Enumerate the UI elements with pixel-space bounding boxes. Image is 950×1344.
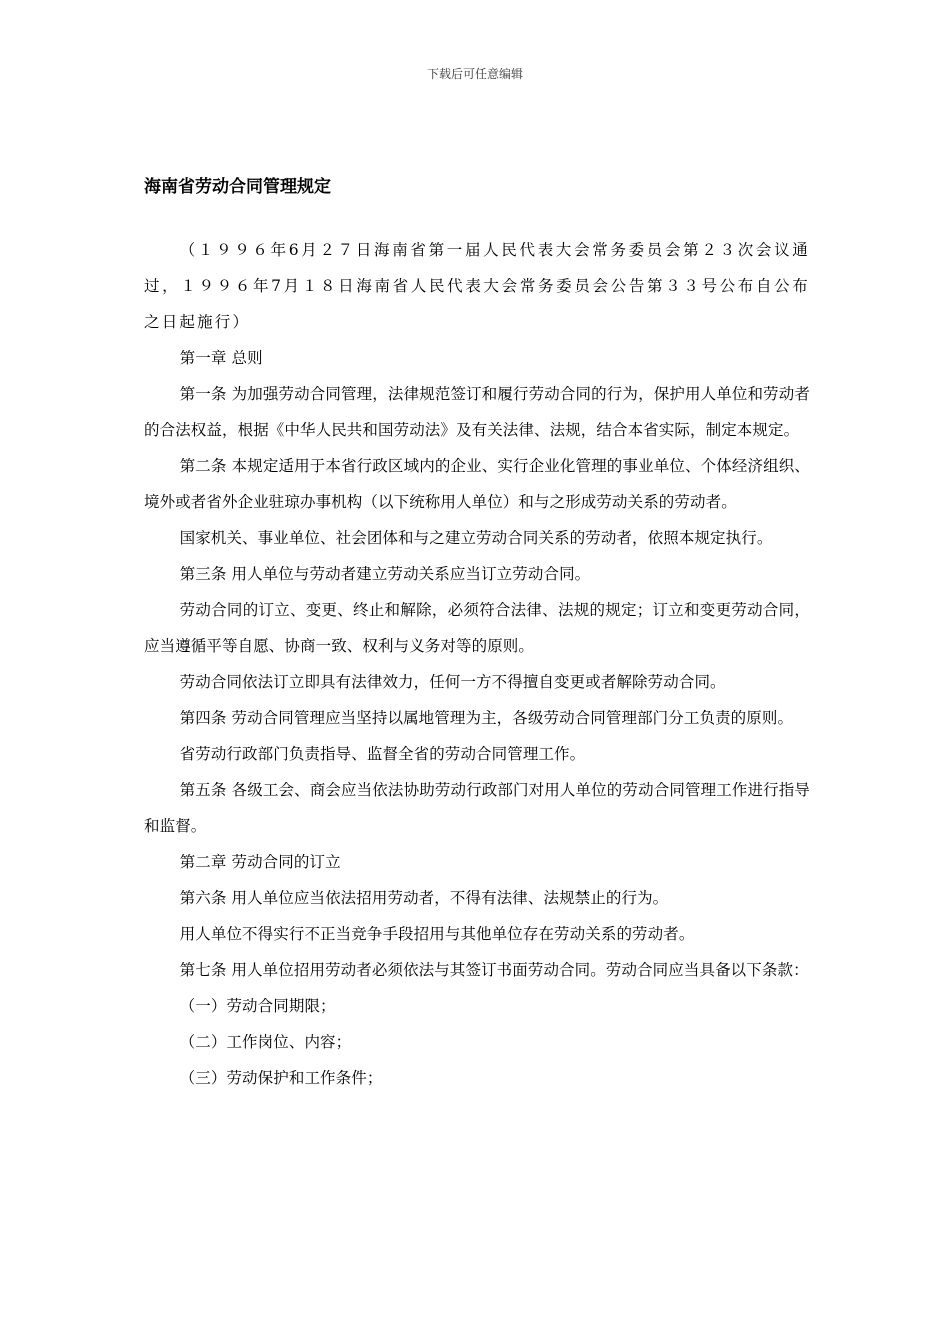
article-3-paragraph-2: 劳动合同的订立、变更、终止和解除，必须符合法律、法规的规定；订立和变更劳动合同，应当遵循平等自愿、协商一致、权利与义务对等的原则。 (144, 601, 810, 655)
article-7-item-1: （一）劳动合同期限； (179, 997, 336, 1015)
article-4-paragraph-2: 省劳动行政部门负责指导、监督全省的劳动合同管理工作。 (179, 745, 586, 763)
chapter-heading-1: 第一章 总则 (179, 349, 263, 367)
document-title: 海南省劳动合同管理规定 (144, 177, 331, 197)
article-7-item-3: （三）劳动保护和工作条件； (179, 1069, 383, 1087)
chapter-heading-2: 第二章 劳动合同的订立 (179, 853, 341, 871)
article-4: 第四条 劳动合同管理应当坚持以属地管理为主，各级劳动合同管理部门分工负责的原则。 (179, 709, 794, 727)
article-3: 第三条 用人单位与劳动者建立劳动关系应当订立劳动合同。 (179, 565, 591, 583)
preamble-paragraph: （１９９６年6月２７日海南省第一届人民代表大会常务委员会第２３次会议通过，１９９６年7月１８日海南省人民代表大会常务委员会公告第３３号公布自公布之日起施行） (144, 241, 810, 331)
page-header: 下载后可任意编辑 (426, 67, 523, 81)
article-1: 第一条 为加强劳动合同管理，法律规范签订和履行劳动合同的行为，保护用人单位和劳动者的合法权益，根据《中华人民共和国劳动法》及有关法律、法规，结合本省实际，制定本规定。 (144, 385, 810, 439)
article-3-paragraph-3: 劳动合同依法订立即具有法律效力，任何一方不得擅自变更或者解除劳动合同。 (179, 673, 726, 691)
article-2: 第二条 本规定适用于本省行政区域内的企业、实行企业化管理的事业单位、个体经济组织、境外或者省外企业驻琼办事机构（以下统称用人单位）和与之形成劳动关系的劳动者。 (144, 457, 810, 511)
document-body (144, 232, 810, 1096)
article-7-item-2: （二）工作岗位、内容； (179, 1033, 352, 1051)
article-2-paragraph-2: 国家机关、事业单位、社会团体和与之建立劳动合同关系的劳动者，依照本规定执行。 (179, 529, 773, 547)
article-5: 第五条 各级工会、商会应当依法协助劳动行政部门对用人单位的劳动合同管理工作进行指导和监督。 (144, 781, 810, 835)
article-6: 第六条 用人单位应当依法招用劳动者，不得有法律、法规禁止的行为。 (179, 889, 669, 907)
article-6-paragraph-2: 用人单位不得实行不正当竞争手段招用与其他单位存在劳动关系的劳动者。 (179, 925, 695, 943)
article-7: 第七条 用人单位招用劳动者必须依法与其签订书面劳动合同。劳动合同应当具备以下条款： (179, 961, 809, 979)
